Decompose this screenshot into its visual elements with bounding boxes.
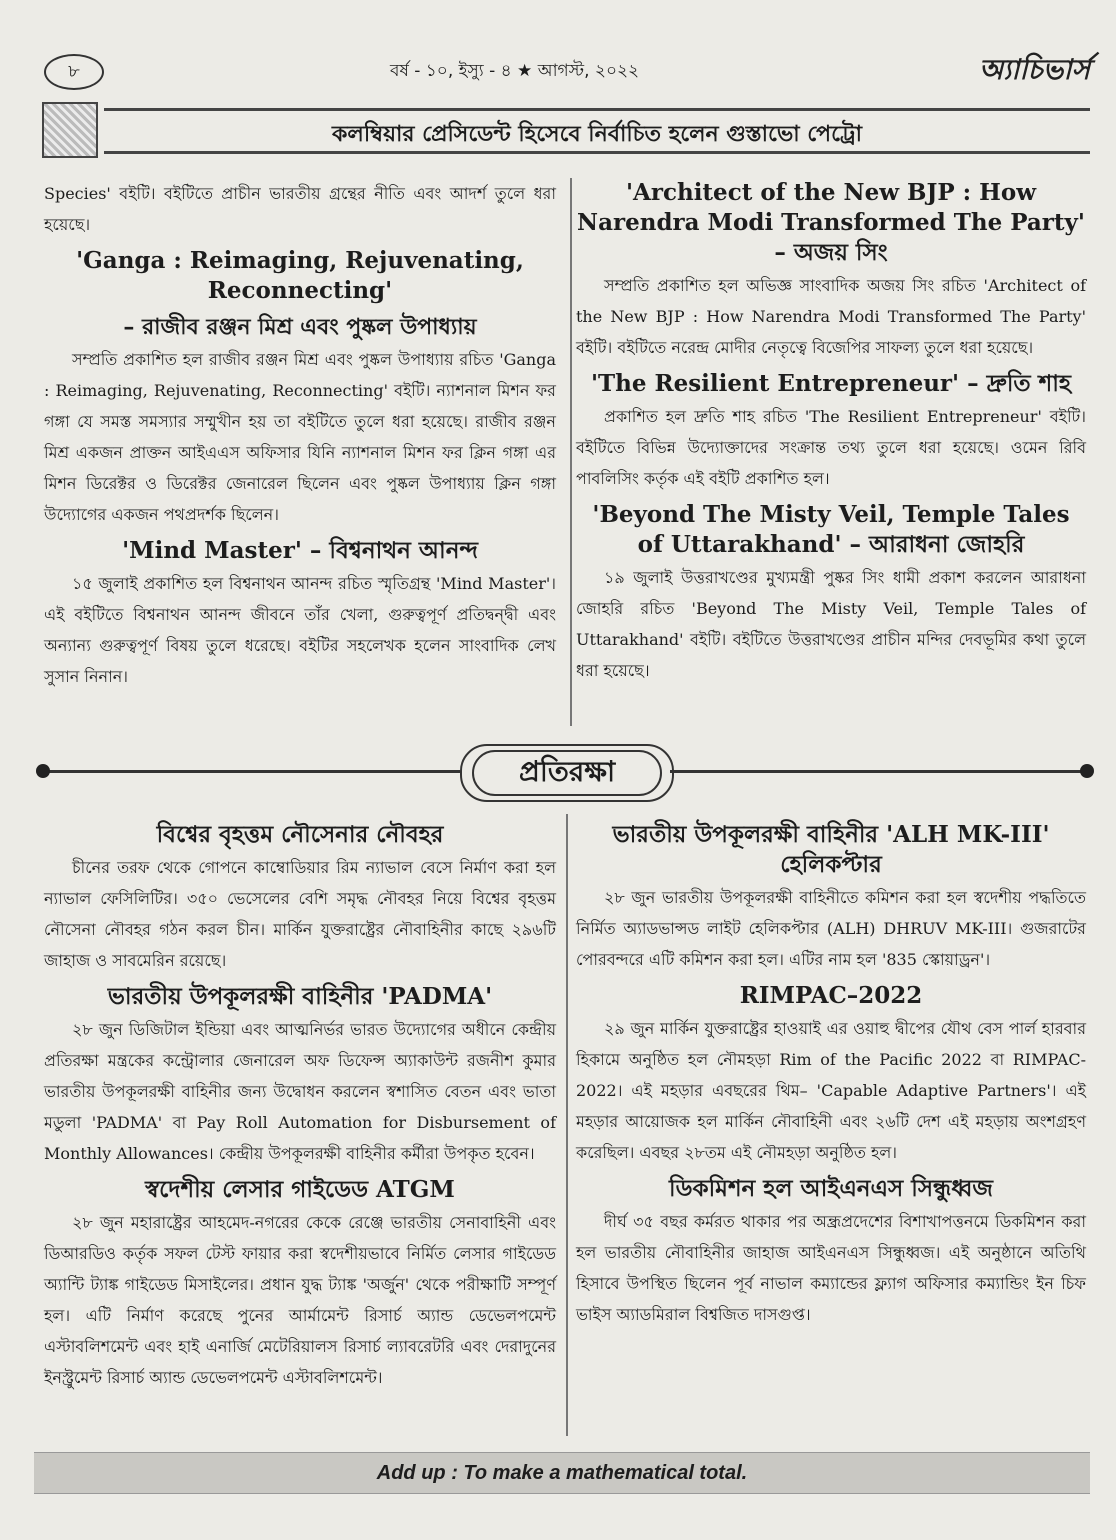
article-body: সম্প্রতি প্রকাশিত হল অভিজ্ঞ সাংবাদিক অজয় সিং রচিত 'Architect of the New BJP : How Narendra Modi Transformed The Party' বইটি। বইটিতে নরেন্দ্র মোদীর নেতৃত্বে বিজেপির সাফল্য তুলে ধরা হয়েছে। xyxy=(576,276,1086,357)
divider-line-left xyxy=(40,770,460,773)
divider-line-right xyxy=(670,770,1090,773)
column-divider xyxy=(566,814,568,1436)
article-author: – রাজীব রঞ্জন মিশ্র এবং পুষ্কল উপাধ্যায় xyxy=(123,314,477,340)
article-title: ভারতীয় উপকূলরক্ষী বাহিনীর 'ALH MK-III' হেলিকপ্টার xyxy=(612,821,1050,878)
article-title: 'The Resilient Entrepreneur' – দ্রুতি শাহ xyxy=(590,370,1072,397)
bottom-left-column xyxy=(44,814,556,1399)
article-title: RIMPAC–2022 xyxy=(739,982,923,1009)
banner-frame xyxy=(104,108,1090,154)
top-left-column xyxy=(44,178,556,698)
article-body: সম্প্রতি প্রকাশিত হল রাজীব রঞ্জন মিশ্র এবং পুষ্কল উপাধ্যায় রচিত 'Ganga : Reimaging, Rejuvenating, Reconnecting' বইটি। ন্যাশনাল মিশন ফর গঙ্গা যে সমস্ত সমস্যার সম্মুখীন হয় তা বইটিতে তুলে ধরা হয়েছে। রাজীব রঞ্জন মিশ্র একজন প্রাক্তন আইএএস অফিসার যিনি ন্যাশনাল মিশন ফর ক্লিন গঙ্গা এর মিশন ডিরেক্টর ও ডিরেক্টর জেনারেল ছিলেন এবং পুষ্কল উপাধ্যায় ক্লিন গঙ্গা উদ্যোগের একজন পথপ্রদর্শক ছিলেন। xyxy=(44,350,556,524)
article-title: 'Ganga : Reimaging, Rejuvenating, Reconnecting' xyxy=(76,247,524,304)
top-right-column xyxy=(576,172,1086,692)
article-body: চীনের তরফ থেকে গোপনে কাম্বোডিয়ার রিম ন্যাভাল বেসে নির্মাণ করা হল ন্যাভাল ফেসিলিটির। ৩৫০ ভেসেলের বেশি সমৃদ্ধ নৌবহর নিয়ে বিশ্বের বৃহত্তম নৌসেনা নৌবহর গঠন করল চীন। মার্কিন যুক্তরাষ্ট্রের নৌবাহিনীর কাছে ২৯৬টি জাহাজ ও সাবমেরিন রয়েছে। xyxy=(44,858,556,970)
footer-vocab-strip: Add up : To make a mathematical total. xyxy=(34,1452,1090,1494)
runner-logo-icon xyxy=(42,102,98,158)
page-number: ৮ xyxy=(44,54,104,90)
article-title: ডিকমিশন হল আইএনএস সিন্ধুধ্বজ xyxy=(669,1175,993,1202)
page-header xyxy=(40,48,1090,90)
banner-headline: কলম্বিয়ার প্রেসিডেন্ট হিসেবে নির্বাচিত হলেন গুস্তাভো পেট্রো xyxy=(332,122,862,147)
column-divider xyxy=(570,178,572,726)
section-divider xyxy=(40,740,1090,806)
article-body: দীর্ঘ ৩৫ বছর কর্মরত থাকার পর অন্ধ্রপ্রদেশের বিশাখাপত্তনমে ডিকমিশন করা হল ভারতীয় নৌবাহিনীর জাহাজ আইএনএস সিন্ধুধ্বজ। এই অনুষ্ঠানে অতিথি হিসাবে উপস্থিত ছিলেন পূর্ব নাভাল কম্যান্ডের ফ্ল্যাগ অফিসার কম্যান্ডিং ইন চিফ ভাইস অ্যাডমিরাল বিশ্বজিত দাসগুপ্ত। xyxy=(576,1212,1086,1324)
article-title: 'Architect of the New BJP : How Narendra Modi Transformed The Party' – অজয় সিং xyxy=(577,179,1085,266)
article-body: ১৫ জুলাই প্রকাশিত হল বিশ্বনাথন আনন্দ রচিত স্মৃতিগ্রন্থ 'Mind Master'। এই বইটিতে বিশ্বনাথন আনন্দ জীবনে তাঁর খেলা, গুরুত্বপূর্ণ প্রতিদ্বন্দ্বী এবং অন্যান্য গুরুত্বপূর্ণ বিষয় তুলে ধরেছে। বইটির সহলেখক হলেন সাংবাদিক লেখ সুসান নিনান। xyxy=(44,574,556,686)
brand-logo-text: অ্যাচিভার্স xyxy=(978,53,1090,86)
article-body: ২৮ জুন মহারাষ্ট্রের আহমেদ-নগরের কেকে রেঞ্জে ভারতীয় সেনাবাহিনী এবং ডিআরডিও কর্তৃক সফল টেস্ট ফায়ার করা স্বদেশীয়ভাবে নির্মিত লেসার গাইডেড অ্যান্টি ট্যাঙ্ক গাইডেড মিসাইলের। প্রধান যুদ্ধ ট্যাঙ্ক 'অর্জুন' থেকে পরীক্ষাটি সম্পূর্ণ হল। এটি নির্মাণ করেছে পুনের আর্মামেন্ট রিসার্চ অ্যান্ড ডেভেলপমেন্ট এস্টাবলিশমেন্ট এবং হাই এনার্জি মেটেরিয়ালস রিসার্চ ল্যাবরেটরি এবং দেরাদুনের ইনস্ট্রুমেন্ট রিসার্চ অ্যান্ড ডেভেলপমেন্ট এস্টাবলিশমেন্ট। xyxy=(44,1213,556,1387)
intro-text: Species' বইটি। বইটিতে প্রাচীন ভারতীয় গ্রন্থের নীতি এবং আদর্শ তুলে ধরা হয়েছে। xyxy=(44,184,556,234)
article-body: ২৯ জুন মার্কিন যুক্তরাষ্ট্রের হাওয়াই এর ওয়াহু দ্বীপের যৌথ বেস পার্ল হারবার হিকামে অনুষ্ঠিত হল নৌমহড়া Rim of the Pacific 2022 বা RIMPAC-2022। এই মহড়ার এবছরের থিম– 'Capable Adaptive Partners'। এই মহড়ার আয়োজক হল মার্কিন নৌবাহিনী এবং ২৬টি দেশ এই মহড়ায় অংশগ্রহণ করেছিল। এবছর ২৮তম এই নৌমহড়া অনুষ্ঠিত হল। xyxy=(576,1019,1086,1162)
article-title: 'Beyond The Misty Veil, Temple Tales of Uttarakhand' – আরাধনা জোহরি xyxy=(592,501,1070,558)
article-body: ১৯ জুলাই উত্তরাখণ্ডের মুখ্যমন্ত্রী পুষ্কর সিং ধামী প্রকাশ করলেন আরাধনা জোহরি রচিত 'Beyond The Misty Veil, Temple Tales of Uttarakhand' বইটি। বইটিতে উত্তরাখণ্ডের প্রাচীন মন্দির দেবভূমির কথা তুলে ধরা হয়েছে। xyxy=(576,568,1086,680)
section-title: প্রতিরক্ষা xyxy=(472,750,662,796)
bottom-right-column xyxy=(576,814,1086,1336)
divider-dot-icon xyxy=(36,764,50,778)
divider-dot-icon xyxy=(1080,764,1094,778)
article-body: ২৮ জুন ভারতীয় উপকূলরক্ষী বাহিনীতে কমিশন করা হল স্বদেশীয় পদ্ধতিতে নির্মিত অ্যাডভান্সড লাইট হেলিকপ্টার (ALH) DHRUV MK-III। গুজরাটের পোরবন্দরে এটি কমিশন করা হল। এটির নাম হল '835 স্কোয়াড্রন'। xyxy=(576,888,1086,969)
article-title: ভারতীয় উপকূলরক্ষী বাহিনীর 'PADMA' xyxy=(107,983,493,1010)
article-title: 'Mind Master' – বিশ্বনাথন আনন্দ xyxy=(122,537,478,564)
headline-banner xyxy=(40,100,1090,162)
article-body: প্রকাশিত হল দ্রুতি শাহ রচিত 'The Resilient Entrepreneur' বইটি। বইটিতে বিভিন্ন উদ্যোক্তাদের সংক্রান্ত তথ্য তুলে ধরা হয়েছে। ওমেন রিবি পাবলিসিং কর্তৃক এই বইটি প্রকাশিত হল। xyxy=(576,407,1086,488)
article-title: স্বদেশীয় লেসার গাইডেড ATGM xyxy=(145,1176,455,1203)
issue-line: বর্ষ - ১০, ইস্যু - ৪ ★ আগস্ট, ২০২২ xyxy=(390,61,640,81)
article-title: বিশ্বের বৃহত্তম নৌসেনার নৌবহর xyxy=(156,821,444,848)
section-title-frame xyxy=(460,744,674,802)
article-body: ২৮ জুন ডিজিটাল ইন্ডিয়া এবং আত্মনির্ভর ভারত উদ্যোগের অধীনে কেন্দ্রীয় প্রতিরক্ষা মন্ত্রকের কন্ট্রোলার জেনারেল অফ ডিফেন্স অ্যাকাউন্ট রজনীশ কুমার ভারতীয় উপকূলরক্ষী বাহিনীর জন্য উদ্বোধন করলেন স্বশাসিত বেতন এবং ভাতা মডুলা 'PADMA' বা Pay Roll Automation for Disbursement of Monthly Allowances। কেন্দ্রীয় উপকূলরক্ষী বাহিনীর কর্মীরা উপকৃত হবেন। xyxy=(44,1020,556,1163)
